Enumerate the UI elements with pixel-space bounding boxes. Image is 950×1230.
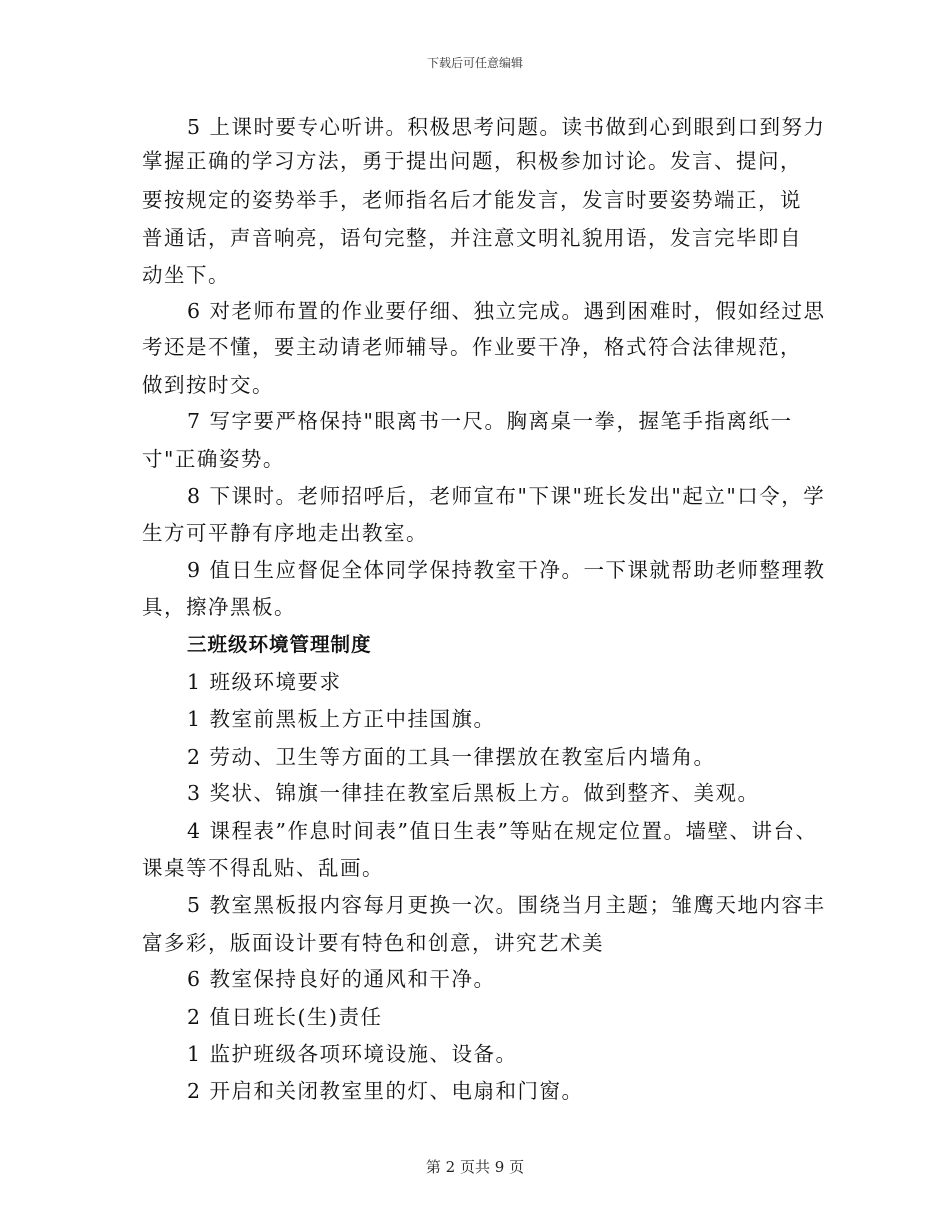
section-heading: 三班级环境管理制度 — [187, 633, 372, 656]
list-item: 3 奖状、锦旗一律挂在教室后黑板上方。做到整齐、美观。 — [187, 781, 760, 805]
list-item: 4 课程表”作息时间表”值日生表”等贴在规定位置。墙壁、讲台、 — [187, 819, 818, 843]
list-item: 1 监护班级各项环境设施、设备。 — [187, 1042, 518, 1066]
list-item: 2 劳动、卫生等方面的工具一律摆放在教室后内墙角。 — [187, 745, 716, 769]
text-line: 富多彩，版面设计要有特色和创意，讲究艺术美 — [142, 931, 604, 955]
text-line: 普通话，声音响亮，语句完整，并注意文明礼貌用语，发言完毕即自 — [142, 226, 802, 250]
page-header: 下载后可任意编辑 — [426, 56, 523, 70]
subsection-heading: 2 值日班长(生)责任 — [187, 1005, 383, 1029]
text-line: 具，擦净黑板。 — [142, 595, 296, 619]
list-item: 6 教室保持良好的通风和干净。 — [187, 967, 496, 991]
text-line: 做到按时交。 — [142, 373, 274, 397]
text-line: 要按规定的姿势举手，老师指名后才能发言，发言时要姿势端正，说 — [142, 188, 802, 212]
page-footer: 第 2 页共 9 页 — [425, 1158, 525, 1176]
list-item: 5 教室黑板报内容每月更换一次。围绕当月主题；雏鹰天地内容丰 — [187, 893, 826, 917]
text-line: 5 上课时要专心听讲。积极思考问题。读书做到心到眼到口到努力 — [187, 115, 826, 139]
list-item: 1 教室前黑板上方正中挂国旗。 — [187, 707, 496, 731]
text-line: 7 写字要严格保持"眼离书一尺。胸离桌一拳，握笔手指离纸一 — [187, 409, 793, 433]
text-line: 考还是不懂，要主动请老师辅导。作业要干净，格式符合法律规范， — [142, 335, 802, 359]
text-line: 动坐下。 — [142, 263, 230, 287]
text-line: 寸"正确姿势。 — [142, 447, 285, 471]
text-line: 9 值日生应督促全体同学保持教室干净。一下课就帮助老师整理教 — [187, 558, 826, 582]
text-line: 掌握正确的学习方法，勇于提出问题，积极参加讨论。发言、提问， — [142, 149, 802, 173]
text-line: 8 下课时。老师招呼后，老师宣布"下课"班长发出"起立"口令，学 — [187, 484, 826, 508]
list-item: 2 开启和关闭教室里的灯、电扇和门窗。 — [187, 1079, 584, 1103]
subsection-heading: 1 班级环境要求 — [187, 670, 342, 694]
text-line: 课桌等不得乱贴、乱画。 — [142, 856, 384, 880]
text-line: 生方可平静有序地走出教室。 — [142, 521, 428, 545]
text-line: 6 对老师布置的作业要仔细、独立完成。遇到困难时，假如经过思 — [187, 299, 826, 323]
